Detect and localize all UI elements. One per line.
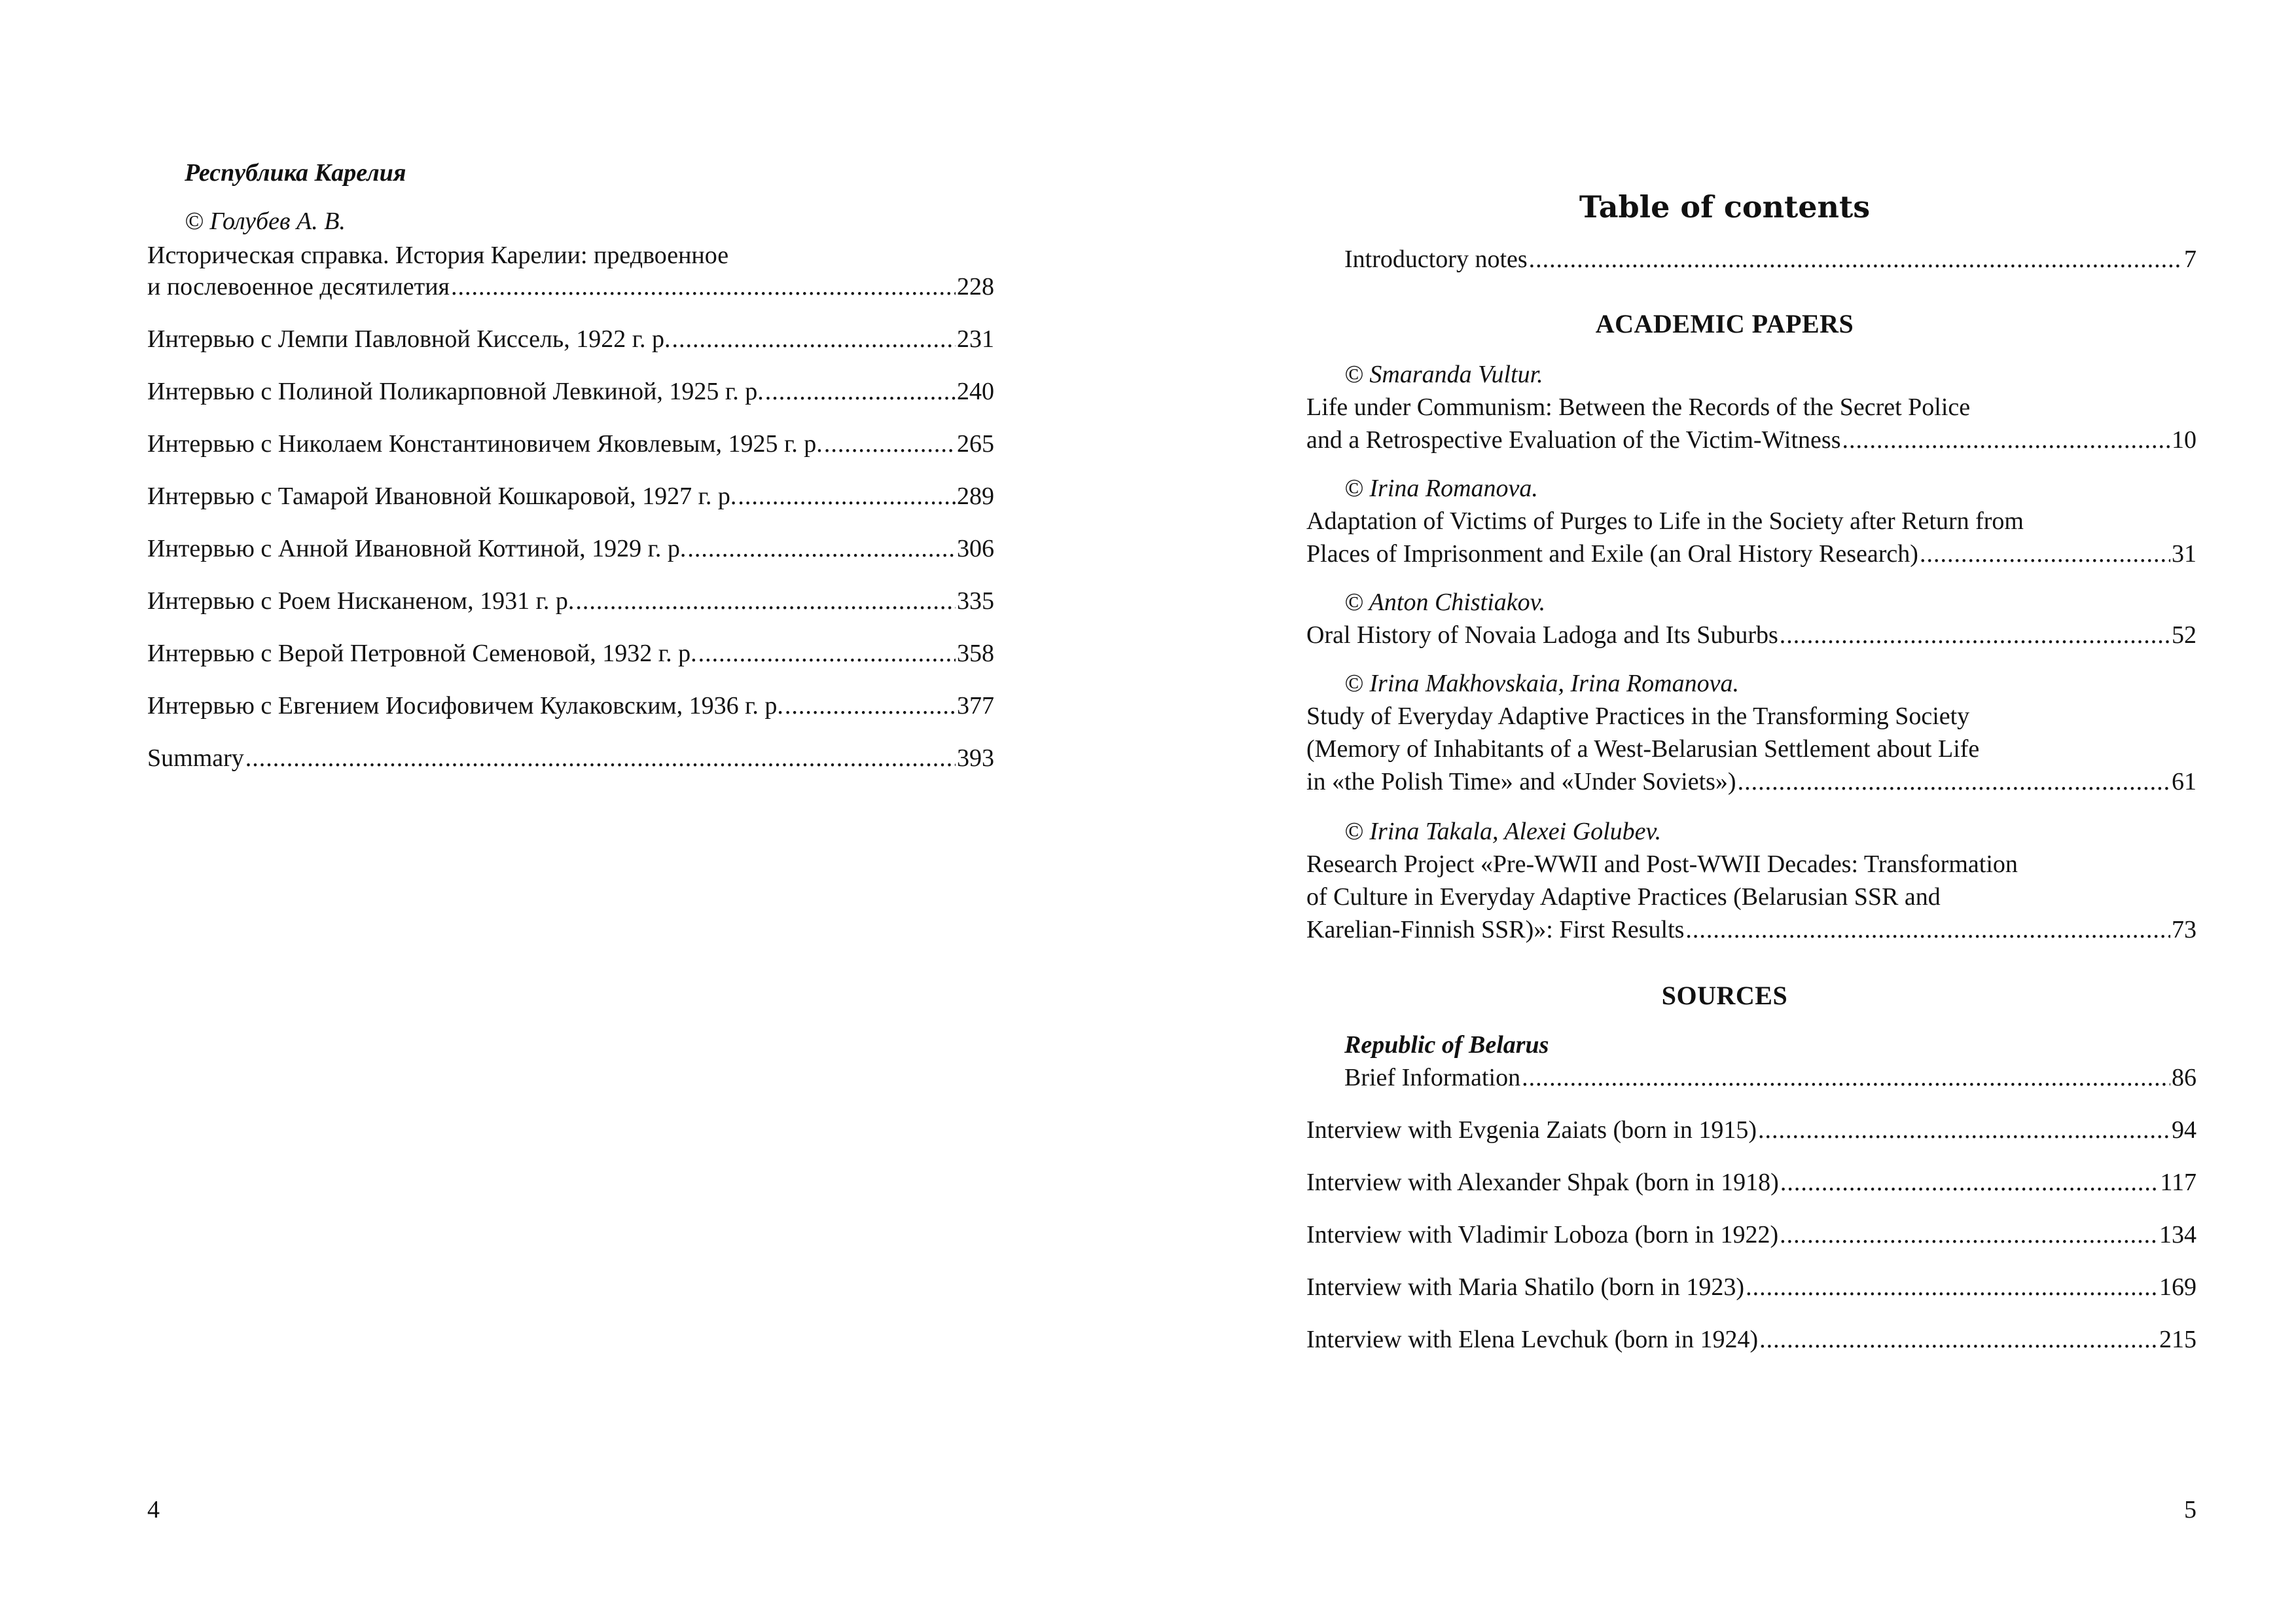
entry-title: Интервью с Лемпи Павловной Киссель, 1922 г. р. bbox=[147, 325, 671, 353]
entry-page: 289 bbox=[957, 483, 994, 510]
entry-line: Историческая справка. История Карелии: предвоенное bbox=[147, 242, 729, 269]
entry-page: 31 bbox=[2172, 540, 2197, 568]
region-heading-belarus: Republic of Belarus bbox=[1344, 1031, 1549, 1059]
dot-leader bbox=[1842, 424, 2170, 456]
entry-title: Интервью с Тамарой Ивановной Кошкаровой, 1927 г. р. bbox=[147, 483, 737, 510]
entry-page: 306 bbox=[957, 535, 994, 562]
toc-entry-interview[interactable] bbox=[1306, 1324, 2197, 1355]
entry-line: Study of Everyday Adaptive Practices in the Transforming Society bbox=[1306, 702, 1970, 730]
page-title: Table of contents bbox=[1579, 189, 1871, 225]
entry-page: 240 bbox=[957, 378, 994, 405]
dot-leader bbox=[245, 742, 956, 774]
entry-title: Interview with Maria Shatilo (born in 1923) bbox=[1306, 1273, 1745, 1301]
dot-leader bbox=[1759, 1324, 2158, 1355]
dot-leader bbox=[1758, 1114, 2170, 1146]
toc-entry[interactable] bbox=[147, 690, 994, 721]
toc-entry-paper[interactable] bbox=[1306, 914, 2197, 945]
entry-page: 265 bbox=[957, 430, 994, 458]
toc-entry-paper[interactable] bbox=[1306, 424, 2197, 456]
entry-page: 61 bbox=[2172, 768, 2197, 795]
toc-entry-historical-note[interactable] bbox=[147, 271, 994, 302]
entry-title: Интервью с Верой Петровной Семеновой, 1932 г. р. bbox=[147, 640, 697, 667]
entry-line: Research Project «Pre-WWII and Post-WWII Decades: Transformation bbox=[1306, 850, 2018, 878]
entry-title: Brief Information bbox=[1344, 1064, 1521, 1091]
right-page bbox=[1148, 0, 2296, 1623]
entry-title: Interview with Vladimir Loboza (born in 1922) bbox=[1306, 1221, 1779, 1249]
toc-entry-interview[interactable] bbox=[1306, 1271, 2197, 1303]
entry-line: (Memory of Inhabitants of a West-Belarusian Settlement about Life bbox=[1306, 735, 1980, 763]
entry-title: Interview with Evgenia Zaiats (born in 1915) bbox=[1306, 1116, 1757, 1144]
toc-entry[interactable] bbox=[147, 481, 994, 512]
entry-page: 335 bbox=[957, 587, 994, 615]
toc-entry-interview[interactable] bbox=[1306, 1114, 2197, 1146]
entry-title: Интервью с Роем Нисканеном, 1931 г. р. bbox=[147, 587, 575, 615]
author-line: © Irina Makhovskaia, Irina Romanova. bbox=[1344, 670, 1739, 697]
dot-leader bbox=[1529, 244, 2183, 275]
entry-title: Интервью с Полиной Поликарповной Левкиной, 1925 г. р. bbox=[147, 378, 764, 405]
toc-entry-interview[interactable] bbox=[1306, 1219, 2197, 1250]
author-line: © Smaranda Vultur. bbox=[1344, 361, 1543, 388]
entry-title: Interview with Elena Levchuk (born in 1924) bbox=[1306, 1326, 1759, 1353]
toc-entry-interview[interactable] bbox=[1306, 1167, 2197, 1198]
dot-leader bbox=[1780, 1167, 2159, 1198]
toc-entry-intro[interactable] bbox=[1344, 244, 2197, 275]
toc-entry[interactable] bbox=[147, 585, 994, 617]
entry-page: 94 bbox=[2172, 1116, 2197, 1144]
toc-entry-paper[interactable] bbox=[1306, 766, 2197, 797]
author-line: © Irina Romanova. bbox=[1344, 475, 1538, 502]
entry-title: Places of Imprisonment and Exile (an Oral History Research) bbox=[1306, 540, 1918, 568]
entry-line: of Culture in Everyday Adaptive Practices (Belarusian SSR and bbox=[1306, 883, 1941, 911]
entry-page: 117 bbox=[2160, 1169, 2197, 1196]
dot-leader bbox=[1522, 1062, 2170, 1093]
entry-page: 86 bbox=[2172, 1064, 2197, 1091]
dot-leader bbox=[687, 533, 956, 564]
toc-entry[interactable] bbox=[147, 638, 994, 669]
entry-page: 231 bbox=[957, 325, 994, 353]
toc-entry-summary[interactable] bbox=[147, 742, 994, 774]
entry-page: 134 bbox=[2159, 1221, 2197, 1249]
page-number-right: 5 bbox=[2184, 1496, 2197, 1523]
page-number-left: 4 bbox=[147, 1496, 160, 1523]
entry-title: Интервью с Анной Ивановной Коттиной, 1929 г. р. bbox=[147, 535, 687, 562]
entry-page: 73 bbox=[2172, 916, 2197, 943]
section-heading-karelia: Республика Карелия bbox=[185, 159, 406, 187]
toc-entry-paper[interactable] bbox=[1306, 619, 2197, 651]
dot-leader bbox=[1780, 619, 2170, 651]
dot-leader bbox=[1920, 538, 2170, 570]
dot-leader bbox=[824, 428, 956, 460]
toc-entry[interactable] bbox=[147, 533, 994, 564]
dot-leader bbox=[698, 638, 956, 669]
toc-entry[interactable] bbox=[147, 323, 994, 355]
entry-page: 377 bbox=[957, 692, 994, 720]
entry-line: Life under Communism: Between the Records of the Secret Police bbox=[1306, 393, 1971, 421]
entry-title: Karelian-Finnish SSR)»: First Results bbox=[1306, 916, 1685, 943]
dot-leader bbox=[451, 271, 956, 302]
entry-page: 393 bbox=[957, 744, 994, 772]
sources-heading: SOURCES bbox=[1661, 981, 1788, 1010]
author-line: © Anton Chistiakov. bbox=[1344, 589, 1546, 616]
dot-leader bbox=[575, 585, 956, 617]
entry-line: Adaptation of Victims of Purges to Life in the Society after Return from bbox=[1306, 507, 2024, 535]
dot-leader bbox=[1685, 914, 2170, 945]
toc-entry[interactable] bbox=[147, 428, 994, 460]
dot-leader bbox=[738, 481, 956, 512]
entry-title: Интервью с Евгением Иосифовичем Кулаковским, 1936 г. р. bbox=[147, 692, 783, 720]
dot-leader bbox=[1746, 1271, 2158, 1303]
dot-leader bbox=[765, 376, 956, 407]
toc-entry-paper[interactable] bbox=[1306, 538, 2197, 570]
entry-page: 358 bbox=[957, 640, 994, 667]
entry-title: Интервью с Николаем Константиновичем Яковлевым, 1925 г. р. bbox=[147, 430, 823, 458]
entry-title: Interview with Alexander Shpak (born in 1918) bbox=[1306, 1169, 1779, 1196]
entry-title: Summary bbox=[147, 744, 244, 772]
entry-page: 7 bbox=[2184, 246, 2197, 273]
entry-title: Oral History of Novaia Ladoga and Its Suburbs bbox=[1306, 621, 1778, 649]
entry-page: 169 bbox=[2159, 1273, 2197, 1301]
entry-page: 215 bbox=[2159, 1326, 2197, 1353]
entry-page: 52 bbox=[2172, 621, 2197, 649]
entry-title: in «the Polish Time» and «Under Soviets») bbox=[1306, 768, 1736, 795]
dot-leader bbox=[1780, 1219, 2158, 1250]
entry-title: and a Retrospective Evaluation of the Victim-Witness bbox=[1306, 426, 1841, 454]
academic-papers-heading: ACADEMIC PAPERS bbox=[1595, 309, 1854, 338]
entry-title: Introductory notes bbox=[1344, 246, 1528, 273]
dot-leader bbox=[672, 323, 956, 355]
entry-page: 228 bbox=[957, 273, 994, 301]
entry-page: 10 bbox=[2172, 426, 2197, 454]
dot-leader bbox=[785, 690, 956, 721]
toc-entry-brief[interactable] bbox=[1344, 1062, 2197, 1093]
entry-title: и послевоенное десятилетия bbox=[147, 273, 450, 301]
toc-entry[interactable] bbox=[147, 376, 994, 407]
author-line: © Голубев А. В. bbox=[185, 208, 346, 235]
dot-leader bbox=[1738, 766, 2170, 797]
author-line: © Irina Takala, Alexei Golubev. bbox=[1344, 818, 1662, 845]
